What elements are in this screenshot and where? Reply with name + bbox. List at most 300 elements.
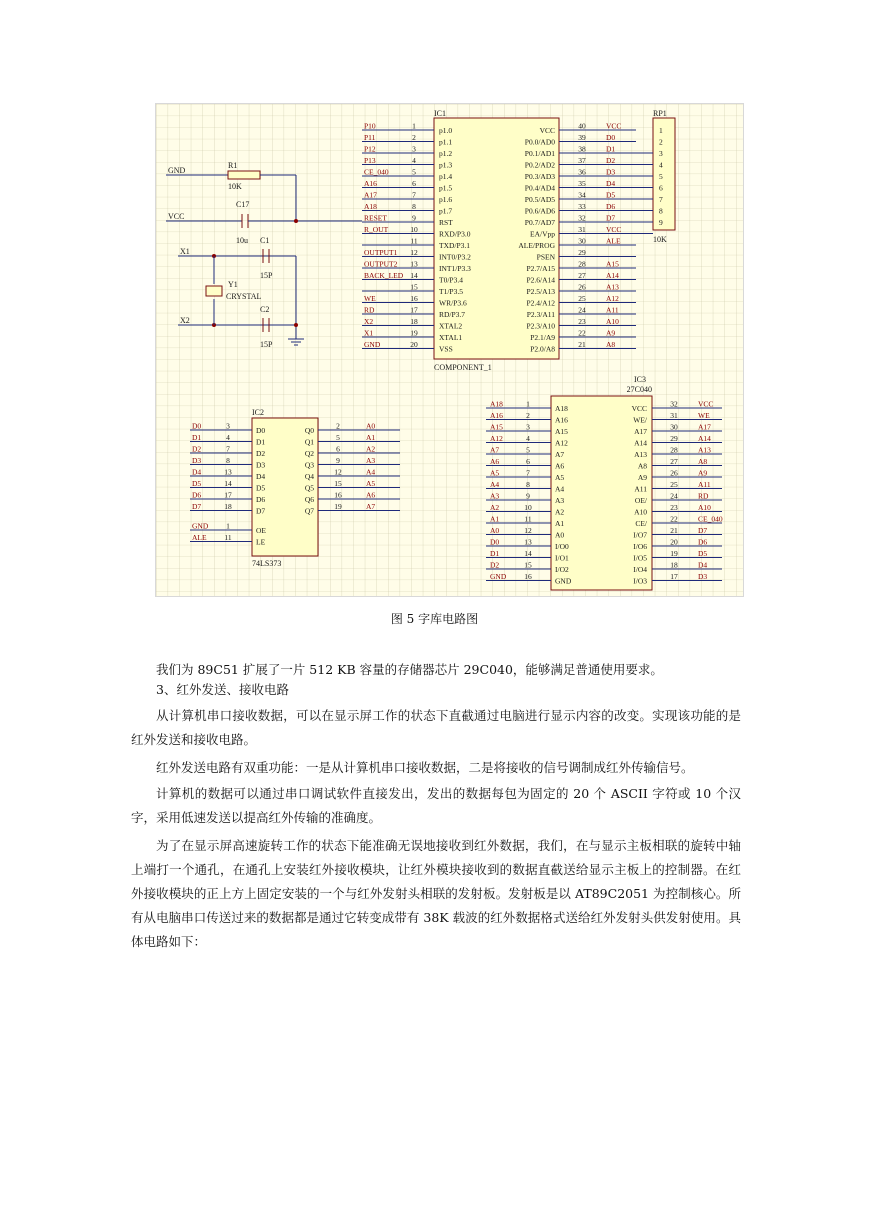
net-label: A14 — [606, 271, 619, 280]
ic1-pin-name: p1.0 — [439, 126, 453, 135]
net-label: D2 — [192, 444, 202, 454]
ic3-pin-number: 3 — [526, 422, 530, 432]
net-label: CE_040 — [698, 514, 723, 524]
ic1-pin-number: 40 — [578, 121, 586, 131]
net-label: BACK_LED — [364, 271, 404, 280]
crystal-body — [206, 286, 222, 296]
net-label: A16 — [490, 411, 503, 420]
ic1-pin-number: 14 — [410, 271, 418, 280]
net-label: D2 — [490, 560, 500, 570]
ic1-pin-name: TXD/P3.1 — [439, 241, 471, 250]
ic1-pin-name: T0/P3.4 — [439, 275, 463, 285]
ic3-pin-name: GND — [555, 576, 572, 586]
net-label: D3 — [698, 572, 708, 581]
ic3-name: 27C040 — [626, 385, 652, 394]
circuit-schematic — [156, 104, 743, 596]
ic1-pin-number: 21 — [578, 340, 586, 349]
net-label: D7 — [192, 502, 202, 511]
ic1-pin-number: 35 — [578, 179, 586, 188]
rp1-body — [653, 118, 675, 230]
ic1-pin-name: P2.4/A12 — [526, 298, 555, 308]
ic1-pin-name: INT0/P3.2 — [439, 252, 471, 262]
net-label: A6 — [490, 457, 500, 466]
ic3-pin-number: 1 — [526, 399, 530, 409]
rp1-ref: RP1 — [653, 109, 667, 118]
net-label: A2 — [490, 503, 500, 512]
ic1-pin-name: P2.0/A8 — [530, 344, 555, 354]
ic2-pin-number: 11 — [224, 533, 232, 542]
net-label: VCC — [698, 399, 714, 409]
ic3-pin-number: 32 — [670, 399, 678, 409]
ic1-pin-number: 24 — [578, 305, 586, 315]
ic3-pin-number: 20 — [670, 537, 678, 547]
net-label: D0 — [192, 421, 202, 431]
net-label: A5 — [366, 479, 376, 488]
ic1-pin-name: P0.4/AD4 — [524, 183, 555, 193]
r1-resistor — [228, 171, 260, 179]
ic3-pin-name: A14 — [634, 438, 647, 448]
ic2-pin-name: Q5 — [304, 483, 314, 493]
ic1-pin-name: EA/Vpp — [530, 229, 555, 239]
figure-caption: 图 5 字库电路图 — [390, 612, 479, 626]
ic1-pin-name: P2.5/A13 — [526, 287, 555, 296]
ic3-pin-number: 9 — [526, 491, 530, 501]
ic1-pin-number: 5 — [412, 167, 416, 177]
ic1-pin-name: XTAL1 — [439, 333, 463, 342]
net-label: R_OUT — [364, 225, 389, 234]
net-label: D1 — [192, 433, 202, 442]
net-label: WE — [698, 411, 710, 420]
ic2-pin-number: 1 — [226, 521, 230, 531]
ic1-pin-name: P2.3/A11 — [526, 310, 555, 319]
ic1-pin-name: P0.1/AD1 — [524, 149, 555, 158]
net-label: X2 — [364, 317, 374, 326]
c17-ref: C17 — [236, 200, 250, 209]
ic3-pin-name: A0 — [555, 530, 565, 540]
ic1-pin-number: 18 — [410, 317, 418, 326]
ic3-pin-name: WE/ — [633, 415, 647, 425]
ic1-pin-number: 38 — [578, 144, 586, 154]
ic1-pin-number: 27 — [578, 271, 586, 280]
ic1-pin-name: XTAL2 — [439, 321, 463, 331]
ic1-pin-number: 25 — [578, 294, 586, 303]
net-label: A10 — [698, 503, 711, 512]
net-label: D6 — [192, 490, 202, 500]
ic1-pin-name: P2.3/A10 — [526, 321, 555, 331]
ic1-pin-name: P0.6/AD6 — [524, 206, 555, 216]
net-label: A6 — [366, 490, 376, 500]
ic3-pin-name: I/O3 — [633, 576, 647, 586]
ic1-pin-name: ALE/PROG — [518, 241, 555, 250]
ic1-pin-name: p1.4 — [439, 172, 453, 181]
ic1-pin-number: 13 — [410, 259, 418, 269]
ic3-pin-number: 16 — [524, 572, 532, 581]
ic3-pin-name: A9 — [637, 473, 647, 482]
net-label: A9 — [606, 328, 616, 338]
net-label: A11 — [698, 480, 711, 489]
ic3-pin-number: 5 — [526, 445, 530, 455]
net-label: D5 — [698, 549, 708, 558]
ic2-pin-name: D0 — [256, 426, 266, 435]
ic3-pin-name: A6 — [555, 461, 565, 471]
ic3-pin-number: 17 — [670, 572, 678, 581]
ic2-pin-number: 3 — [226, 421, 230, 431]
rp1-pin-number: 8 — [659, 206, 663, 216]
ic2-pin-number: 9 — [336, 456, 340, 465]
ic3-pin-name: A12 — [555, 438, 568, 448]
ic2-pin-name: LE — [256, 537, 266, 547]
net-label: A3 — [490, 491, 500, 501]
ic2-pin-name: D4 — [256, 472, 266, 481]
ic3-pin-number: 19 — [670, 549, 678, 558]
ic2-pin-name: D5 — [256, 483, 266, 493]
ic3-pin-name: A13 — [634, 450, 647, 459]
schematic-canvas — [156, 104, 743, 596]
ic1-pin-number: 2 — [412, 133, 416, 142]
ic3-pin-name: I/O1 — [555, 553, 569, 563]
net-label: P12 — [364, 144, 376, 154]
ic3-pin-number: 24 — [670, 491, 678, 501]
net-label: P10 — [364, 121, 376, 131]
net-label: A0 — [490, 526, 500, 535]
ic2-pin-number: 4 — [226, 433, 230, 442]
net-label: VCC — [606, 121, 622, 131]
ic1-pin-number: 3 — [412, 144, 416, 154]
net-label: D4 — [606, 179, 616, 188]
ic1-pin-number: 9 — [412, 213, 416, 223]
ic1-pin-number: 7 — [412, 190, 416, 200]
net-label: A14 — [698, 434, 711, 443]
ic2-pin-name: D6 — [256, 495, 266, 504]
ic2-pin-number: 5 — [336, 433, 340, 442]
net-label: A1 — [366, 433, 376, 442]
rp1-pin-number: 7 — [659, 195, 663, 204]
ic3-pin-number: 8 — [526, 480, 530, 489]
net-label: A2 — [366, 444, 376, 454]
ic3-pin-number: 10 — [524, 503, 532, 512]
rp1-pin-number: 2 — [659, 137, 663, 147]
net-label: D1 — [606, 144, 616, 154]
ic3-pin-name: I/O7 — [633, 530, 647, 540]
ic3-pin-name: A1 — [555, 519, 565, 528]
net-label: A15 — [606, 259, 619, 269]
ic3-pin-name: OE/ — [634, 496, 647, 505]
ic1-pin-name: p1.7 — [439, 206, 453, 216]
ic1-pin-name: p1.6 — [439, 195, 453, 204]
net-label: A16 — [364, 179, 377, 188]
ic2-pin-name: D7 — [256, 506, 266, 516]
net-label: A10 — [606, 317, 619, 326]
rp1-pin-number: 5 — [659, 172, 663, 181]
net-label: D2 — [606, 156, 616, 165]
ic3-pin-number: 4 — [526, 434, 530, 443]
ic3-pin-number: 22 — [670, 514, 678, 524]
ic3-pin-number: 28 — [670, 445, 678, 455]
crystal-name: CRYSTAL — [226, 292, 262, 301]
ic1-pin-number: 31 — [578, 225, 586, 234]
junction-dot — [294, 219, 298, 223]
net-label: A8 — [698, 457, 708, 466]
ic3-pin-name: A11 — [634, 484, 647, 494]
crystal-ref: Y1 — [228, 280, 238, 289]
ic3-pin-name: CE/ — [635, 519, 647, 528]
net-label: D1 — [490, 549, 500, 558]
ic2-name: 74LS373 — [252, 559, 282, 568]
ic3-pin-name: A15 — [555, 427, 568, 436]
ic1-name: COMPONENT_1 — [434, 363, 492, 372]
net-label: D7 — [606, 213, 616, 223]
ic2-pin-number: 17 — [224, 490, 232, 500]
net-label: OUTPUT1 — [364, 248, 398, 257]
ic2-pin-number: 14 — [224, 479, 232, 488]
ic1-pin-number: 32 — [578, 213, 586, 223]
ic1-pin-name: P2.7/A15 — [526, 264, 555, 273]
net-label: A7 — [490, 445, 500, 455]
net-label: A11 — [606, 305, 619, 315]
net-label: ALE — [606, 236, 621, 246]
net-label: GND — [192, 521, 209, 531]
ic2-pin-number: 18 — [224, 502, 232, 511]
c17-value: 10u — [236, 236, 248, 245]
ic3-ref: IC3 — [634, 375, 646, 384]
ic1-pin-name: RD/P3.7 — [439, 310, 466, 319]
ic1-pin-name: WR/P3.6 — [439, 298, 467, 308]
ic1-pin-name: p1.3 — [439, 160, 453, 170]
net-label: GND — [490, 572, 507, 581]
net-label: RESET — [364, 213, 387, 223]
paragraph-5: 为了在显示屏高速旋转工作的状态下能准确无误地接收到红外数据，我们，在与显示主板相联的旋转中轴上端打一个通孔，在通孔上安装红外接收模块，让红外模块接收到的数据直截送给显示主板上的控制器。在红外接收模块的正上方上固定安装的一个与红外发射头相联的发射板。发射板是以 AT89C2051 为控制核心。所有从电脑串口传送过来的数据都是通过它转变成带有 38K 载波的红外数据格式送给红外发射头供发射使用。具体电路如下： — [131, 838, 741, 949]
ic1-pin-name: P0.5/AD5 — [524, 195, 555, 204]
ic1-pin-number: 29 — [578, 248, 586, 257]
ic1-pin-number: 4 — [412, 156, 416, 165]
ic3-pin-name: I/O0 — [555, 542, 569, 551]
ic2-pin-number: 2 — [336, 421, 340, 431]
ic1-pin-name: P0.0/AD0 — [524, 137, 555, 147]
net-label: CE_040 — [364, 167, 389, 177]
ic1-pin-number: 37 — [578, 156, 586, 165]
r1-value: 10K — [228, 182, 242, 191]
ic3-pin-name: I/O2 — [555, 565, 569, 574]
ic1-pin-number: 33 — [578, 202, 586, 211]
ic3-pin-number: 27 — [670, 457, 678, 466]
ic2-pin-name: Q7 — [304, 506, 314, 516]
ic3-pin-name: A10 — [634, 507, 647, 517]
ic2-pin-name: Q4 — [304, 472, 314, 481]
ic1-pin-number: 34 — [578, 190, 586, 200]
net-label: A7 — [366, 502, 376, 511]
ic3-pin-name: VCC — [631, 404, 647, 413]
net-label: WE — [364, 294, 376, 303]
net-label: A13 — [698, 445, 711, 455]
ic1-pin-name: p1.5 — [439, 183, 453, 193]
rp1-value: 10K — [653, 235, 667, 244]
net-label: D0 — [490, 537, 500, 547]
ic3-pin-number: 30 — [670, 422, 678, 432]
ic1-pin-number: 28 — [578, 259, 586, 269]
ic3-pin-number: 11 — [524, 514, 532, 524]
net-label: D5 — [606, 190, 616, 200]
ic3-pin-name: A16 — [555, 415, 568, 425]
ic3-pin-name: A4 — [555, 484, 565, 494]
ic1-pin-number: 20 — [410, 340, 418, 349]
ic2-pin-number: 6 — [336, 444, 340, 454]
ic2-pin-number: 12 — [334, 467, 342, 477]
ic3-pin-number: 2 — [526, 411, 530, 420]
net-label: A13 — [606, 282, 619, 292]
ic3-pin-name: A17 — [634, 427, 647, 436]
net-label: D6 — [606, 202, 616, 211]
r1-ref: R1 — [228, 161, 238, 170]
ic1-pin-name: VCC — [539, 126, 555, 135]
ic3-pin-name: A2 — [555, 507, 565, 517]
ic1-pin-number: 1 — [412, 121, 416, 131]
net-label: A3 — [366, 456, 376, 465]
x2-label: X2 — [180, 316, 190, 325]
ic3-pin-number: 13 — [524, 537, 532, 547]
ic1-pin-number: 12 — [410, 248, 418, 257]
net-label: D4 — [698, 560, 708, 570]
ic3-pin-number: 29 — [670, 434, 678, 443]
ic3-pin-number: 7 — [526, 468, 530, 478]
paragraph-3: 红外发送电路有双重功能：一是从计算机串口接收数据，二是将接收的信号调制成红外传输信号。 — [156, 760, 694, 775]
ic2-ref: IC2 — [252, 408, 264, 417]
ic3-pin-number: 18 — [670, 560, 678, 570]
net-label: OUTPUT2 — [364, 259, 398, 269]
paragraph-4: 计算机的数据可以通过串口调试软件直接发出，发出的数据每包为固定的 20 个 ASCII 字符或 10 个汉字，采用低速发送以提高红外传输的准确度。 — [131, 786, 741, 825]
ic2-pin-name: OE — [256, 526, 266, 535]
net-label: A9 — [698, 468, 708, 478]
net-label: A0 — [366, 421, 376, 431]
ic1-pin-number: 10 — [410, 225, 418, 234]
ic2-pin-number: 19 — [334, 502, 342, 511]
c2-ref: C2 — [260, 305, 270, 314]
ic1-pin-number: 22 — [578, 328, 586, 338]
ic3-pin-name: I/O6 — [633, 542, 647, 551]
ic2-pin-name: D2 — [256, 449, 266, 458]
paragraph-1: 我们为 89C51 扩展了一片 512 KB 容量的存储器芯片 29C040，能够满足普通使用要求。 — [156, 662, 663, 677]
c2-value: 15P — [260, 340, 273, 349]
ic1-pin-number: 36 — [578, 167, 586, 177]
ic2-pin-number: 13 — [224, 467, 232, 477]
rp1-pin-number: 3 — [659, 149, 663, 158]
ic3-pin-number: 25 — [670, 480, 678, 489]
net-label: D0 — [606, 133, 616, 142]
net-label: A15 — [490, 422, 503, 432]
ic3-pin-number: 31 — [670, 411, 678, 420]
ic1-pin-number: 30 — [578, 236, 586, 246]
gnd-label: GND — [168, 166, 186, 175]
ic2-pin-name: Q3 — [304, 460, 314, 470]
ic3-pin-name: A18 — [555, 404, 568, 413]
c1-value: 15P — [260, 271, 273, 280]
net-label: D4 — [192, 467, 202, 477]
ic3-pin-name: A8 — [637, 461, 647, 471]
ic1-pin-name: P0.3/AD3 — [524, 172, 555, 181]
vcc-label: VCC — [168, 212, 185, 221]
net-label: A17 — [364, 190, 377, 200]
net-label: A1 — [490, 514, 500, 524]
ic3-pin-name: A3 — [555, 496, 565, 505]
junction-dot — [294, 323, 298, 327]
ic1-pin-name: P2.1/A9 — [530, 333, 555, 342]
ic3-pin-number: 6 — [526, 457, 530, 466]
c1-ref: C1 — [260, 236, 270, 245]
net-label: P13 — [364, 156, 376, 165]
paragraph-2: 从计算机串口接收数据，可以在显示屏工作的状态下直截通过电脑进行显示内容的改变。实现该功能的是红外发送和接收电路。 — [131, 708, 741, 747]
ic3-pin-name: A5 — [555, 473, 565, 482]
ic1-pin-number: 16 — [410, 294, 418, 303]
ic1-pin-name: INT1/P3.3 — [439, 264, 471, 273]
ic2-pin-number: 16 — [334, 490, 342, 500]
ic1-pin-name: p1.2 — [439, 149, 453, 158]
ic1-pin-name: p1.1 — [439, 137, 453, 147]
ic2-pin-name: D3 — [256, 460, 266, 470]
ic3-pin-number: 12 — [524, 526, 532, 535]
ic2-pin-name: Q6 — [304, 495, 314, 504]
ic1-pin-number: 11 — [410, 236, 418, 246]
net-label: D7 — [698, 526, 708, 535]
net-label: A18 — [364, 202, 377, 211]
net-label: A4 — [490, 480, 500, 489]
ic2-pin-name: Q2 — [304, 449, 314, 458]
net-label: P11 — [364, 133, 376, 142]
net-label: X1 — [364, 328, 374, 338]
ic1-ref: IC1 — [434, 109, 446, 118]
ic2-pin-name: D1 — [256, 437, 266, 447]
net-label: D3 — [192, 456, 202, 465]
net-label: D5 — [192, 479, 202, 488]
ic1-pin-number: 6 — [412, 179, 416, 188]
net-label: A4 — [366, 467, 376, 477]
ic1-pin-name: PSEN — [536, 252, 555, 262]
net-label: A18 — [490, 399, 503, 409]
net-label: GND — [364, 340, 381, 349]
ic1-pin-name: P2.6/A14 — [526, 275, 555, 285]
net-label: A12 — [490, 434, 503, 443]
ic1-pin-number: 19 — [410, 328, 418, 338]
net-label: A8 — [606, 340, 616, 349]
ic1-pin-name: T1/P3.5 — [439, 287, 463, 296]
ic3-pin-number: 23 — [670, 503, 678, 512]
ic3-pin-number: 15 — [524, 560, 532, 570]
section-heading: 3、红外发送、接收电路 — [156, 682, 289, 697]
ic1-pin-number: 23 — [578, 317, 586, 326]
ic1-pin-name: RST — [439, 218, 453, 227]
net-label: RD — [364, 305, 375, 315]
net-label: A5 — [490, 468, 500, 478]
net-label: D6 — [698, 537, 708, 547]
rp1-pin-number: 1 — [659, 126, 663, 135]
ic2-pin-number: 7 — [226, 444, 230, 454]
ic1-pin-name: VSS — [439, 344, 453, 354]
rp1-pin-number: 6 — [659, 183, 663, 193]
net-label: D3 — [606, 167, 616, 177]
ic3-pin-name: I/O4 — [633, 565, 647, 574]
ic1-pin-number: 26 — [578, 282, 586, 292]
ic3-pin-name: A7 — [555, 450, 565, 459]
ic2-pin-name: Q0 — [304, 426, 314, 435]
net-label: RD — [698, 491, 709, 501]
rp1-pin-number: 4 — [659, 160, 663, 170]
ic2-pin-number: 8 — [226, 456, 230, 465]
ic3-pin-number: 21 — [670, 526, 678, 535]
ic1-pin-number: 8 — [412, 202, 416, 211]
ic1-pin-number: 39 — [578, 133, 586, 142]
net-label: ALE — [192, 533, 207, 542]
ic3-pin-number: 26 — [670, 468, 678, 478]
ic2-pin-name: Q1 — [304, 437, 314, 447]
ic3-pin-number: 14 — [524, 549, 532, 558]
